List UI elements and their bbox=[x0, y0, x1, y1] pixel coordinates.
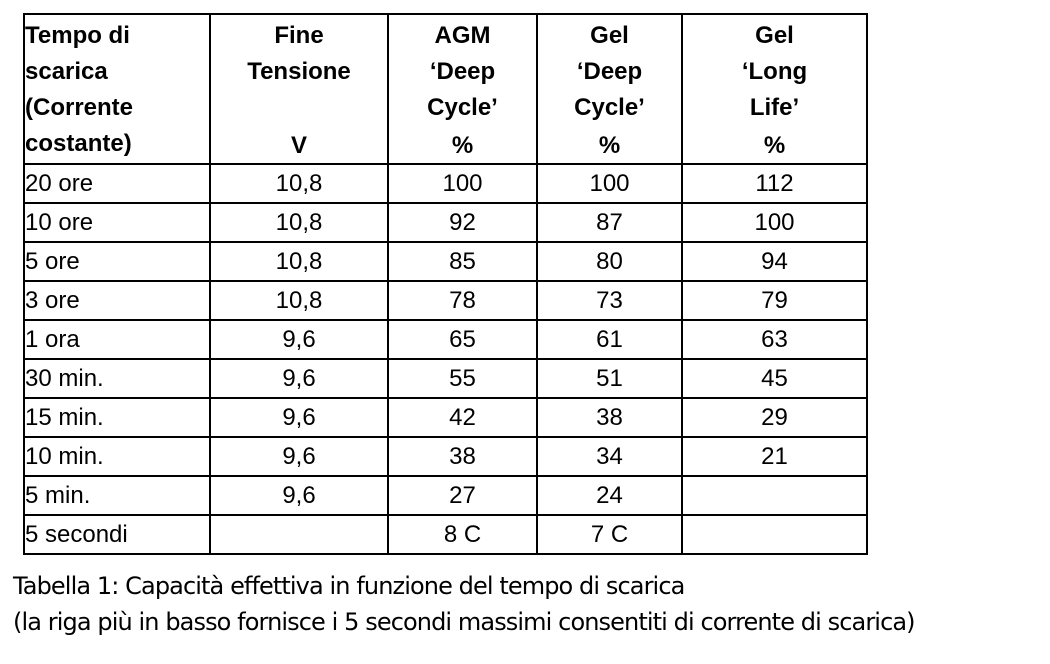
header-line: (Corrente bbox=[25, 94, 134, 121]
table-row bbox=[24, 437, 867, 476]
header-unit: % bbox=[451, 132, 474, 159]
cell-gel-deep-cycle: 87 bbox=[537, 203, 682, 242]
header-unit: V bbox=[290, 132, 307, 159]
header-line: Tempo di bbox=[25, 22, 130, 49]
header-unit: % bbox=[598, 132, 621, 159]
header-line: Fine bbox=[274, 22, 324, 49]
header-line: Tensione bbox=[247, 58, 351, 85]
cell-gel-long-life: 29 bbox=[682, 398, 867, 437]
cell-gel-deep-cycle: 38 bbox=[537, 398, 682, 437]
cell-gel-long-life: 63 bbox=[682, 320, 867, 359]
table-header-row bbox=[24, 14, 867, 164]
cell-agm-deep-cycle: 8 C bbox=[388, 515, 537, 554]
cell-gel-deep-cycle: 51 bbox=[537, 359, 682, 398]
header-line: costante) bbox=[25, 130, 132, 157]
table-row bbox=[24, 164, 867, 203]
table-row bbox=[24, 359, 867, 398]
cell-end-voltage bbox=[210, 515, 388, 554]
cell-end-voltage: 10,8 bbox=[210, 281, 388, 320]
cell-gel-deep-cycle: 61 bbox=[537, 320, 682, 359]
table-row bbox=[24, 476, 867, 515]
cell-gel-deep-cycle: 34 bbox=[537, 437, 682, 476]
table-row bbox=[24, 242, 867, 281]
cell-gel-deep-cycle: 7 C bbox=[537, 515, 682, 554]
discharge-capacity-table bbox=[23, 13, 868, 555]
cell-agm-deep-cycle: 85 bbox=[388, 242, 537, 281]
cell-gel-long-life: 94 bbox=[682, 242, 867, 281]
table-row bbox=[24, 515, 867, 554]
header-line: Life’ bbox=[749, 94, 800, 121]
cell-discharge-time: 30 min. bbox=[24, 359, 210, 398]
cell-end-voltage: 9,6 bbox=[210, 359, 388, 398]
header-line: Cycle’ bbox=[427, 94, 498, 121]
header-line: AGM bbox=[434, 22, 491, 49]
cell-end-voltage: 10,8 bbox=[210, 242, 388, 281]
caption-title: Tabella 1: Capacità effettiva in funzione del tempo di scarica bbox=[13, 572, 685, 600]
cell-end-voltage: 10,8 bbox=[210, 164, 388, 203]
cell-discharge-time: 15 min. bbox=[24, 398, 210, 437]
cell-agm-deep-cycle: 92 bbox=[388, 203, 537, 242]
cell-gel-long-life bbox=[682, 515, 867, 554]
header-line: ‘Long bbox=[741, 58, 808, 85]
cell-gel-long-life: 112 bbox=[682, 164, 867, 203]
header-gel-long-life bbox=[682, 14, 867, 164]
header-line: Cycle’ bbox=[574, 94, 645, 121]
cell-discharge-time: 5 secondi bbox=[24, 515, 210, 554]
cell-discharge-time: 10 ore bbox=[24, 203, 210, 242]
cell-end-voltage: 10,8 bbox=[210, 203, 388, 242]
header-line: ‘Deep bbox=[429, 58, 496, 85]
caption-note: (la riga più in basso fornisce i 5 secondi massimi consentiti di corrente di scarica) bbox=[13, 608, 915, 636]
header-unit: % bbox=[763, 132, 786, 159]
cell-gel-long-life: 21 bbox=[682, 437, 867, 476]
table-row bbox=[24, 203, 867, 242]
cell-end-voltage: 9,6 bbox=[210, 437, 388, 476]
table-row bbox=[24, 281, 867, 320]
cell-gel-long-life: 100 bbox=[682, 203, 867, 242]
cell-agm-deep-cycle: 100 bbox=[388, 164, 537, 203]
header-discharge-time bbox=[24, 14, 210, 164]
header-line: ‘Deep bbox=[576, 58, 643, 85]
table-row bbox=[24, 398, 867, 437]
table-caption bbox=[13, 568, 915, 640]
cell-gel-deep-cycle: 100 bbox=[537, 164, 682, 203]
cell-discharge-time: 5 min. bbox=[24, 476, 210, 515]
cell-end-voltage: 9,6 bbox=[210, 320, 388, 359]
cell-agm-deep-cycle: 27 bbox=[388, 476, 537, 515]
cell-agm-deep-cycle: 78 bbox=[388, 281, 537, 320]
cell-agm-deep-cycle: 38 bbox=[388, 437, 537, 476]
cell-end-voltage: 9,6 bbox=[210, 398, 388, 437]
cell-agm-deep-cycle: 42 bbox=[388, 398, 537, 437]
cell-agm-deep-cycle: 65 bbox=[388, 320, 537, 359]
cell-gel-long-life bbox=[682, 476, 867, 515]
cell-discharge-time: 1 ora bbox=[24, 320, 210, 359]
header-line: Gel bbox=[755, 22, 794, 49]
header-agm-deep-cycle bbox=[388, 14, 537, 164]
cell-agm-deep-cycle: 55 bbox=[388, 359, 537, 398]
table-row bbox=[24, 320, 867, 359]
cell-discharge-time: 10 min. bbox=[24, 437, 210, 476]
cell-discharge-time: 3 ore bbox=[24, 281, 210, 320]
cell-gel-long-life: 79 bbox=[682, 281, 867, 320]
cell-gel-deep-cycle: 80 bbox=[537, 242, 682, 281]
header-line: scarica bbox=[25, 58, 108, 85]
cell-discharge-time: 5 ore bbox=[24, 242, 210, 281]
header-gel-deep-cycle bbox=[537, 14, 682, 164]
header-end-voltage bbox=[210, 14, 388, 164]
header-line: Gel bbox=[590, 22, 629, 49]
cell-discharge-time: 20 ore bbox=[24, 164, 210, 203]
cell-gel-deep-cycle: 24 bbox=[537, 476, 682, 515]
cell-gel-long-life: 45 bbox=[682, 359, 867, 398]
cell-end-voltage: 9,6 bbox=[210, 476, 388, 515]
cell-gel-deep-cycle: 73 bbox=[537, 281, 682, 320]
